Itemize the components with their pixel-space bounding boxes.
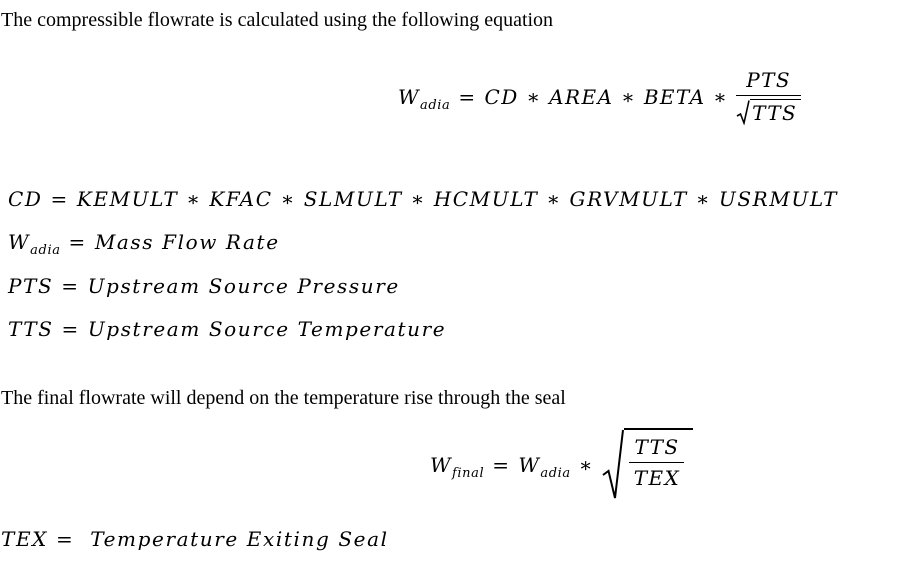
fraction-numerator: TTS	[629, 435, 684, 463]
radicand: TTS	[750, 99, 801, 125]
definition-text: = KEMULT ∗ KFAC ∗ SLMULT ∗ HCMULT ∗ GRVMULT ∗ USRMULT	[42, 187, 839, 211]
subscript-adia: adia	[540, 466, 571, 481]
radicand-fraction	[624, 428, 693, 502]
equals-sign: =	[492, 453, 511, 477]
adiabatic-flow-equation	[398, 68, 801, 125]
definition-text: = Mass Flow Rate	[60, 230, 280, 254]
variable-w: W	[430, 453, 452, 477]
equation-middle-terms: CD ∗ AREA ∗ BETA ∗	[484, 84, 729, 109]
intro-paragraph: The compressible flowrate is calculated using the following equation	[1, 9, 554, 31]
radical-sign-icon	[602, 428, 624, 502]
final-flow-equation	[430, 428, 693, 502]
equation-lhs	[430, 453, 485, 481]
radical-sign-icon	[736, 99, 750, 125]
multiply-sign: ∗	[578, 453, 594, 477]
definition-line-pts	[8, 274, 400, 298]
equation-rhs-variable	[518, 453, 571, 481]
equals-sign: =	[458, 84, 477, 109]
square-root-expression	[602, 428, 693, 502]
subscript-final: final	[451, 466, 485, 481]
definition-line-tex	[1, 527, 389, 551]
definition-line-wadia	[8, 230, 280, 258]
fraction-denominator: TEX	[633, 466, 681, 490]
equation-lhs	[398, 84, 451, 113]
definition-line-tts	[8, 317, 446, 341]
definition-subscript: adia	[30, 243, 61, 258]
definition-text: = Upstream Source Pressure	[53, 274, 400, 298]
definition-term: TTS	[8, 317, 54, 341]
definition-term: TEX	[1, 527, 48, 551]
definition-term: PTS	[8, 274, 54, 298]
temperature-ratio-fraction	[629, 435, 685, 500]
subscript-adia: adia	[419, 97, 451, 113]
definition-line-cd	[8, 187, 838, 211]
definition-term: W	[8, 230, 31, 254]
second-paragraph: The final flowrate will depend on the temperature rise through the seal	[1, 387, 566, 409]
pressure-temperature-fraction	[736, 68, 801, 125]
fraction-numerator: PTS	[746, 68, 791, 92]
definition-text: = Upstream Source Temperature	[53, 317, 447, 341]
fraction-denominator	[736, 95, 801, 125]
variable-w: W	[398, 84, 420, 109]
variable-w: W	[518, 453, 541, 477]
definition-text: = Temperature Exiting Seal	[47, 527, 389, 551]
definition-term: CD	[8, 187, 43, 211]
